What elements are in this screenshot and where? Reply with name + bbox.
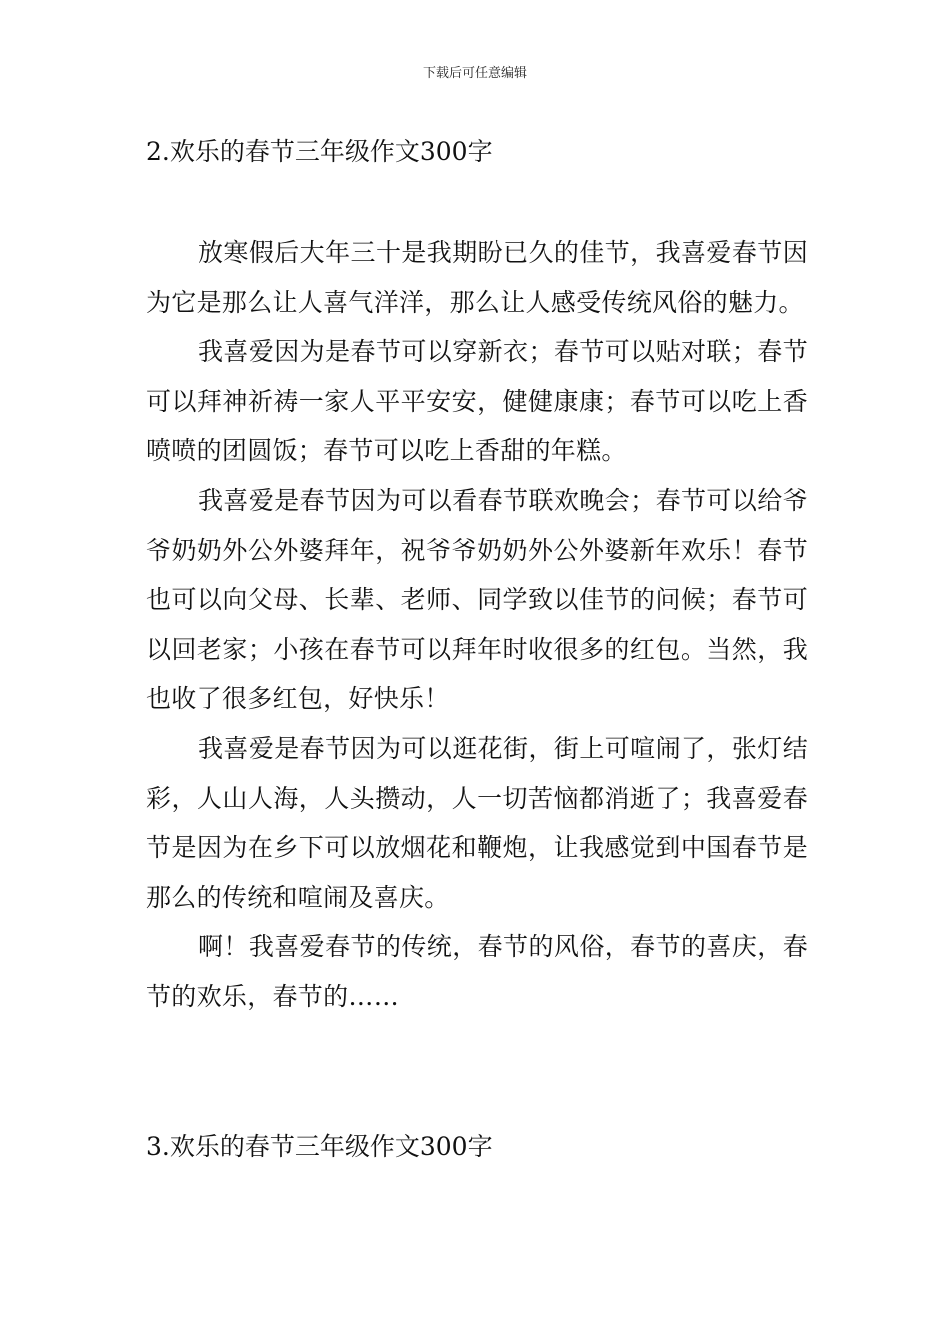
paragraph: 我喜爱是春节因为可以看春节联欢晚会；春节可以给爷爷奶奶外公外婆拜年，祝爷爷奶奶外公外婆新年欢乐！春节也可以向父母、长辈、老师、同学致以佳节的问候；春节可以回老家；小孩在春节可以拜年时收很多的红包。当然，我也收了很多红包，好快乐！ (146, 485, 808, 714)
essay-body (146, 228, 808, 1022)
paragraph: 我喜爱因为是春节可以穿新衣；春节可以贴对联；春节可以拜神祈祷一家人平平安安，健健康康；春节可以吃上香喷喷的团圆饭；春节可以吃上香甜的年糕。 (146, 337, 808, 466)
section-title: 3.欢乐的春节三年级作文300字 (146, 1132, 493, 1161)
paragraph: 放寒假后大年三十是我期盼已久的佳节，我喜爱春节因为它是那么让人喜气洋洋，那么让人感受传统风俗的魅力。 (146, 238, 808, 317)
section-title: 2.欢乐的春节三年级作文300字 (146, 137, 493, 166)
paragraph: 啊！我喜爱春节的传统，春节的风俗，春节的喜庆，春节的欢乐，春节的…… (146, 932, 808, 1011)
header-note: 下载后可任意编辑 (422, 66, 527, 81)
paragraph: 我喜爱是春节因为可以逛花街，街上可喧闹了，张灯结彩，人山人海，人头攒动，人一切苦恼都消逝了；我喜爱春节是因为在乡下可以放烟花和鞭炮，让我感觉到中国春节是那么的传统和喧闹及喜庆。 (146, 733, 808, 912)
